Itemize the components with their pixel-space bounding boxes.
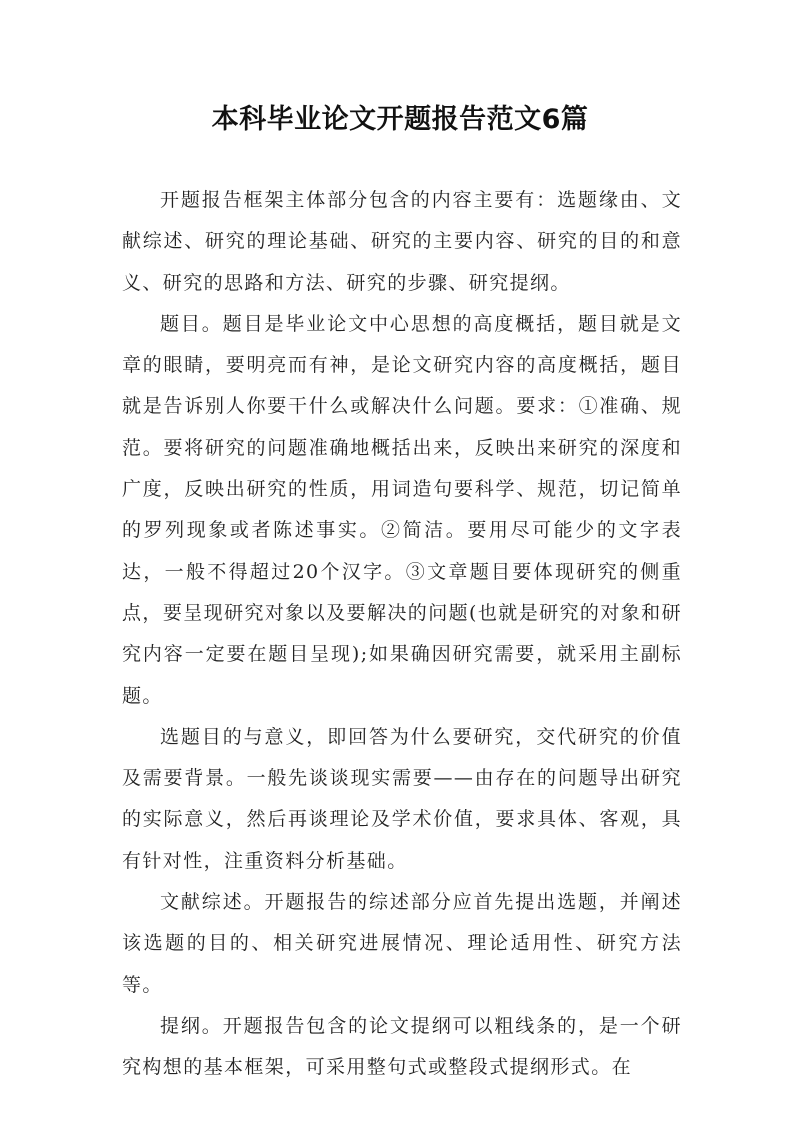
document-body [122,180,682,1089]
paragraph-title: 题目。题目是毕业论文中心思想的高度概括，题目就是文章的眼睛，要明亮而有神，是论文研究内容的高度概括，题目就是告诉别人你要干什么或解决什么问题。要求：①准确、规范。要将研究的问题准确地概括出来，反映出来研究的深度和广度，反映出研究的性质，用词造句要科学、规范，切记简单的罗列现象或者陈述事实。②简洁。要用尽可能少的文字表达，一般不得超过20个汉字。③文章题目要体现研究的侧重点，要呈现研究对象以及要解决的问题(也就是研究的对象和研究内容一定要在题目呈现);如果确因研究需要，就采用主副标题。 [122,312,682,707]
paragraph-outline: 提纲。开题报告包含的论文提纲可以粗线条的，是一个研究构想的基本框架，可采用整句式或整段式提纲形式。在 [122,1014,682,1079]
paragraph-literature-review: 文献综述。开题报告的综述部分应首先提出选题，并阐述该选题的目的、相关研究进展情况、理论适用性、研究方法等。 [122,891,682,996]
document-title: 本科毕业论文开题报告范文6篇 [211,104,589,135]
paragraph-purpose: 选题目的与意义，即回答为什么要研究，交代研究的价值及需要背景。一般先谈谈现实需要——由存在的问题导出研究的实际意义，然后再谈理论及学术价值，要求具体、客观，具有针对性，注重资料分析基础。 [122,725,682,872]
paragraph-framework: 开题报告框架主体部分包含的内容主要有：选题缘由、文献综述、研究的理论基础、研究的主要内容、研究的目的和意义、研究的思路和方法、研究的步骤、研究提纲。 [122,189,682,294]
